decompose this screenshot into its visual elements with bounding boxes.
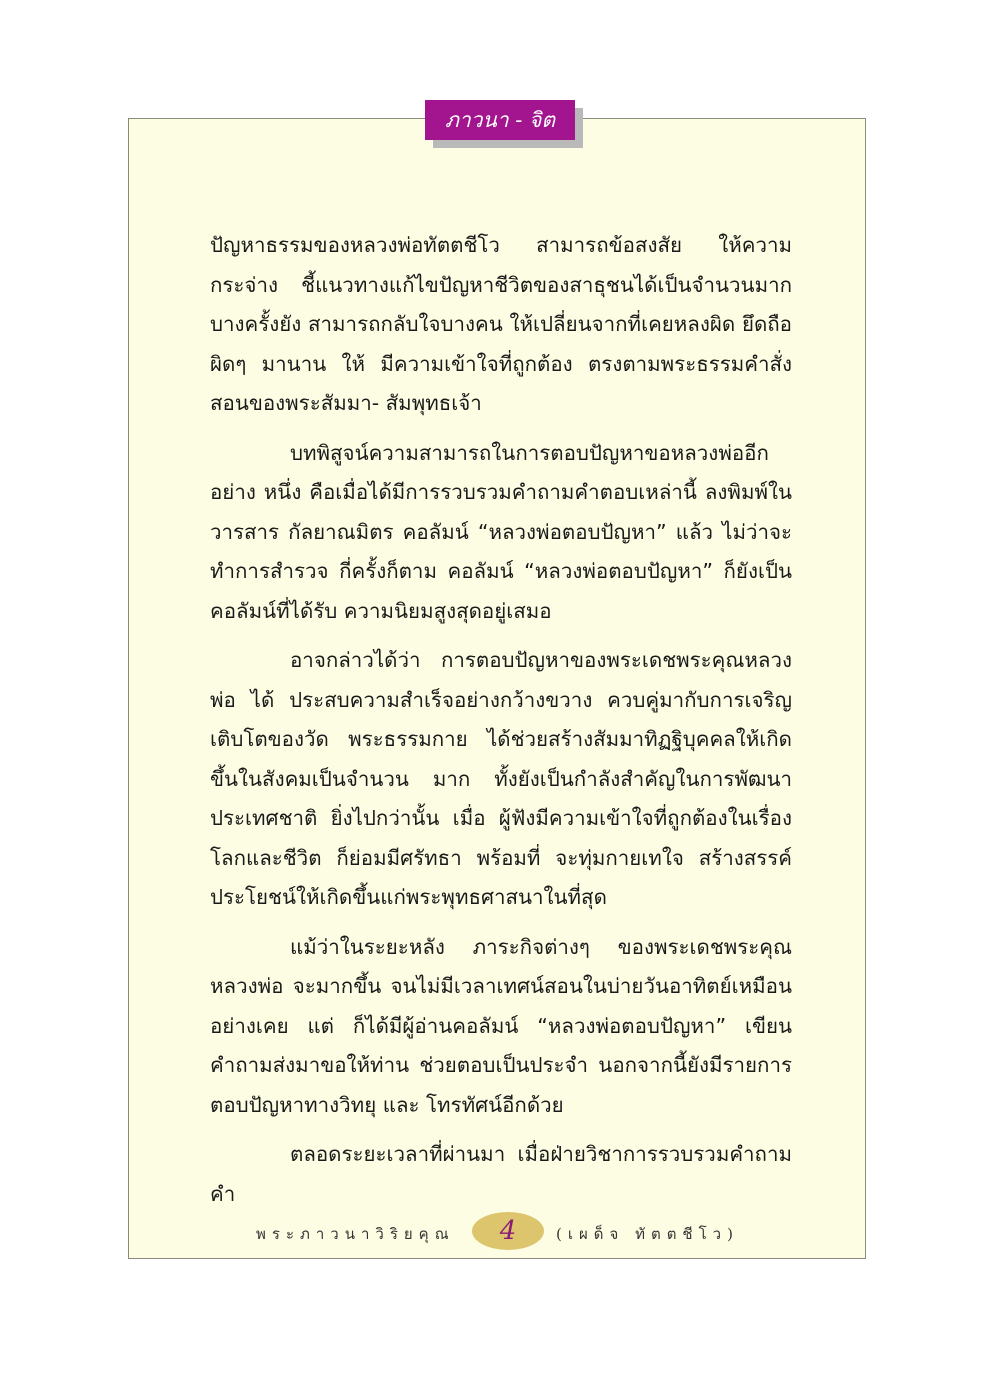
paragraph-2: บทพิสูจน์ความสามารถในการตอบปัญหาขอหลวงพ่ออีกอย่าง หนึ่ง คือเมื่อได้มีการรวบรวมคำถามคำตอบเหล่านี้ ลงพิมพ์ในวารสาร กัลยาณมิตร คอลัมน์ “หลวงพ่อตอบปัญหา” แล้ว ไม่ว่าจะทำการสำรวจ กี่ครั้งก็ตาม คอลัมน์ “หลวงพ่อตอบปัญหา” ก็ยังเป็น คอลัมน์ที่ได้รับ ความนิยมสูงสุดอยู่เสมอ — [210, 440, 792, 623]
section-title: ภาวนา - จิต — [445, 107, 555, 132]
paragraph-1: ปัญหาธรรมของหลวงพ่อทัตตชีโว สามารถข้อสงสัย ให้ความกระจ่าง ชี้แนวทางแก้ไขปัญหาชีวิตของสาธุชนได้เป็นจำนวนมาก บางครั้งยัง สามารถกลับใจบางคน ให้เปลี่ยนจากที่เคยหลงผิด ยึดถือผิดๆ มานาน ให้ มีความเข้าใจที่ถูกต้อง ตรงตามพระธรรมคำสั่งสอนของพระสัมมา- สัมพุทธเจ้า — [210, 233, 792, 415]
paragraph-5: ตลอดระยะเวลาที่ผ่านมา เมื่อฝ่ายวิชาการรวบรวมคำถามคำ — [210, 1142, 792, 1206]
paragraph-3: อาจกล่าวได้ว่า การตอบปัญหาของพระเดชพระคุณหลวงพ่อ ได้ ประสบความสำเร็จอย่างกว้างขวาง ควบคู่มากับการเจริญเติบโตของวัด พระธรรมกาย ได้ช่วยสร้างสัมมาทิฏฐิบุคคลให้เกิดขึ้นในสังคมเป็นจำนวน มาก ทั้งยังเป็นกำลังสำคัญในการพัฒนาประเทศชาติ ยิ่งไปกว่านั้น เมื่อ ผู้ฟังมีความเข้าใจที่ถูกต้องในเรื่องโลกและชีวิต ก็ย่อมมีศรัทธา พร้อมที่ จะทุ่มกายเทใจ สร้างสรรค์ประโยชน์ให้เกิดขึ้นแก่พระพุทธศาสนาในที่สุด — [210, 648, 792, 909]
section-header-tab — [425, 100, 575, 140]
body-text — [210, 226, 792, 1224]
paragraph-4: แม้ว่าในระยะหลัง ภาระกิจต่างๆ ของพระเดชพระคุณหลวงพ่อ จะมากขึ้น จนไม่มีเวลาเทศน์สอนในบ่ายวันอาทิตย์เหมือนอย่างเคย แต่ ก็ได้มีผู้อ่านคอลัมน์ “หลวงพ่อตอบปัญหา” เขียนคำถามส่งมาขอให้ท่าน ช่วยตอบเป็นประจำ นอกจากนี้ยังมีรายการตอบปัญหาทางวิทยุ และ โทรทัศน์อีกด้วย — [210, 934, 792, 1117]
page-footer — [128, 1212, 866, 1252]
page-number: 4 — [499, 1216, 517, 1246]
page-number-badge — [472, 1212, 544, 1250]
footer-author: (เผด็จ ทัตตชีโว) — [556, 1225, 739, 1243]
footer-book-title: พระภาวนาวิริยคุณ — [256, 1225, 455, 1243]
